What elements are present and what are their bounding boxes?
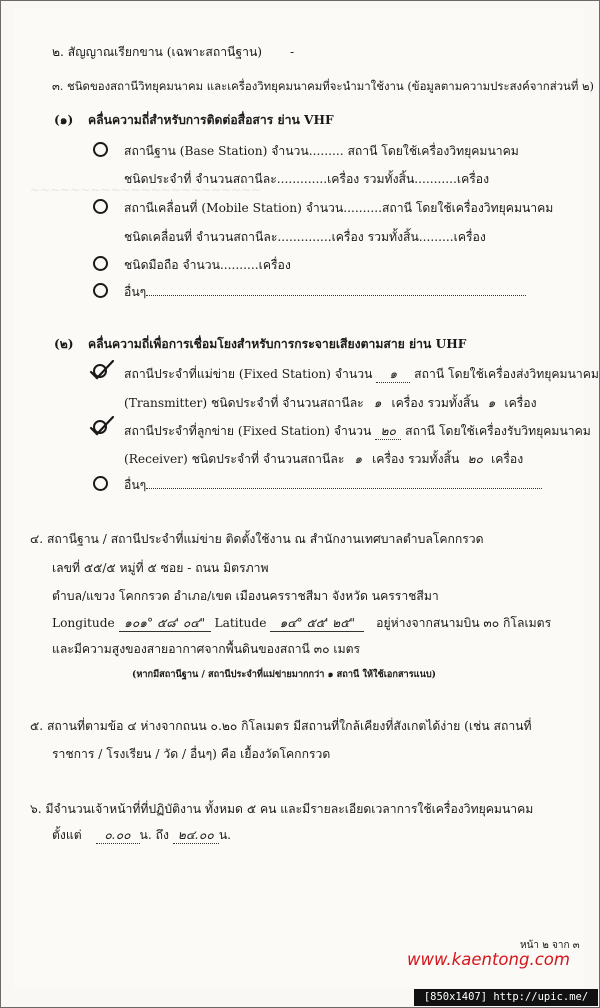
uhf-heading-number: (๒) <box>54 337 74 351</box>
vhf-heading-number: (๑) <box>54 113 74 127</box>
handheld-line: ชนิดมือถือ จำนวน..........เครื่อง <box>124 258 291 272</box>
master-station-text-c: (Transmitter) ชนิดประจำที่ จำนวนสถานีละ <box>124 396 364 410</box>
item-6-to-label: น. ถึง <box>139 828 169 842</box>
slave-station-text-d: เครื่อง รวมทั้งสิ้น <box>372 452 460 466</box>
item-4-line5: และมีความสูงของสายอากาศจากพื้นดินของสถานี ๓๐ เมตร <box>52 642 361 656</box>
mobile-station-checkbox[interactable] <box>93 199 108 214</box>
vhf-heading: คลื่นความถี่สำหรับการติดต่อสื่อสาร ย่าน VHF <box>88 113 334 127</box>
item-4-line1: ๔. สถานีฐาน / สถานีประจำที่แม่ข่าย ติดตั้งใช้งาน ณ สำนักงานเทศบาลตำบลโคกกรวด <box>30 532 484 546</box>
uhf-other-checkbox[interactable] <box>93 476 108 491</box>
master-station-text-d: เครื่อง รวมทั้งสิ้น <box>391 396 479 410</box>
item-6-line2 <box>52 827 231 844</box>
slave-station-text-c: (Receiver) ชนิดประจำที่ จำนวนสถานีละ <box>124 452 345 466</box>
slave-station-text-e: เครื่อง <box>491 452 524 466</box>
item-2-label: ๒. สัญญาณเรียกขาน (เฉพาะสถานีฐาน) <box>52 45 263 59</box>
slave-station-check-icon[interactable] <box>87 414 115 438</box>
item-5-line2: ราชการ / โรงเรียน / วัด / อื่นๆ) คือ เยื้องวัดโคกกรวด <box>52 747 331 761</box>
slave-station-text-b: สถานี โดยใช้เครื่องรับวิทยุคมนาคม <box>405 424 591 438</box>
uhf-other-label <box>124 477 542 493</box>
slave-station-line2 <box>124 451 523 467</box>
item-4-note: (หากมีสถานีฐาน / สถานีประจำที่แม่ข่ายมากกว่า ๑ สถานี ให้ใช้เอกสารแนบ) <box>132 669 437 680</box>
slave-station-count: ๒๐ <box>375 423 401 440</box>
longitude-label: Longitude <box>52 616 115 630</box>
latitude-value: ๑๔° ๕๕' ๒๕" <box>270 615 364 632</box>
vhf-other-text: อื่นๆ <box>124 285 147 299</box>
uhf-heading: คลื่นความถี่เพื่อการเชื่อมโยงสำหรับการกระจายเสียงตามสาย ย่าน UHF <box>88 337 467 351</box>
slave-station-total: ๒๐ <box>467 452 483 466</box>
master-station-text-a: สถานีประจำที่แม่ข่าย (Fixed Station) จำนวน <box>124 367 373 381</box>
mobile-station-line1: สถานีเคลื่อนที่ (Mobile Station) จำนวน..........สถานี โดยใช้เครื่องวิทยุคมนาคม <box>124 201 554 215</box>
master-station-per: ๑ <box>373 396 382 410</box>
mobile-station-line2: ชนิดเคลื่อนที่ จำนวนสถานีละ..............เครื่อง รวมทั้งสิ้น.........เครื่อง <box>124 230 486 244</box>
vhf-other-field[interactable] <box>146 284 526 296</box>
item-4-coordinates <box>52 615 551 632</box>
bleed-through: ~~~~~~~~~~~~~~~~~~~~~~~ <box>30 183 262 197</box>
end-time: ๒๔.๐๐ <box>173 827 219 844</box>
image-host-bar: [850x1407] http://upic.me/ <box>414 989 598 1006</box>
master-station-line2 <box>124 395 537 411</box>
item-6-unit: น. <box>218 828 232 842</box>
item-6-line1: ๖. มีจำนวนเจ้าหน้าที่ที่ปฏิบัติงาน ทั้งหมด ๕ คน และมีรายละเอียดเวลาการใช้เครื่องวิทยุคมนาคม <box>30 802 534 816</box>
page-number: หน้า ๒ จาก ๓ <box>520 940 580 951</box>
slave-station-text-a: สถานีประจำที่ลูกข่าย (Fixed Station) จำนวน <box>124 424 372 438</box>
base-station-line2: ชนิดประจำที่ จำนวนสถานีละ.............เครื่อง รวมทั้งสิ้น...........เครื่อง <box>124 172 490 186</box>
item-4-line3: ตำบล/แขวง โคกกรวด อำเภอ/เขต เมืองนครราชสีมา จังหวัด นครราชสีมา <box>52 589 439 603</box>
airport-distance: อยู่ห่างจากสนามบิน ๓๐ กิโลเมตร <box>376 616 552 630</box>
uhf-other-text: อื่นๆ <box>124 478 147 492</box>
slave-station-per: ๑ <box>354 452 363 466</box>
item-3-label: ๓. ชนิดของสถานีวิทยุคมนาคม และเครื่องวิทยุคมนาคมที่จะนำมาใช้งาน (ข้อมูลตามความประสงค์จากส่วนที่ ๒) <box>52 79 594 93</box>
start-time: ๐.๐๐ <box>96 827 140 844</box>
item-2-value: - <box>290 45 295 59</box>
master-station-count: ๑ <box>376 366 410 383</box>
item-4-line2: เลขที่ ๕๕/๕ หมู่ที่ ๕ ซอย - ถนน มิตรภาพ <box>52 561 269 575</box>
item-6-from-label: ตั้งแต่ <box>52 828 82 842</box>
longitude-value: ๑๐๑° ๕๘' ๐๔" <box>119 615 211 632</box>
master-station-line1 <box>124 366 599 383</box>
handheld-checkbox[interactable] <box>93 256 108 271</box>
master-station-text-b: สถานี โดยใช้เครื่องส่งวิทยุคมนาคม <box>414 367 599 381</box>
latitude-label: Latitude <box>214 616 267 630</box>
slave-station-line1 <box>124 423 591 440</box>
watermark-url[interactable]: www.kaentong.com <box>407 950 570 969</box>
item-5-line1: ๕. สถานที่ตามข้อ ๔ ห่างจากถนน ๐.๒๐ กิโลเมตร มีสถานที่ใกล้เคียงที่สังเกตได้ง่าย (เช่น สถานที่ <box>30 719 532 733</box>
vhf-other-checkbox[interactable] <box>93 283 108 298</box>
master-station-check-icon[interactable] <box>87 358 115 382</box>
uhf-other-field[interactable] <box>146 477 542 489</box>
master-station-total: ๑ <box>487 396 496 410</box>
base-station-line1: สถานีฐาน (Base Station) จำนวน......... สถานี โดยใช้เครื่องวิทยุคมนาคม <box>124 144 519 158</box>
vhf-other-label <box>124 284 526 300</box>
base-station-checkbox[interactable] <box>93 142 108 157</box>
master-station-text-e: เครื่อง <box>504 396 537 410</box>
